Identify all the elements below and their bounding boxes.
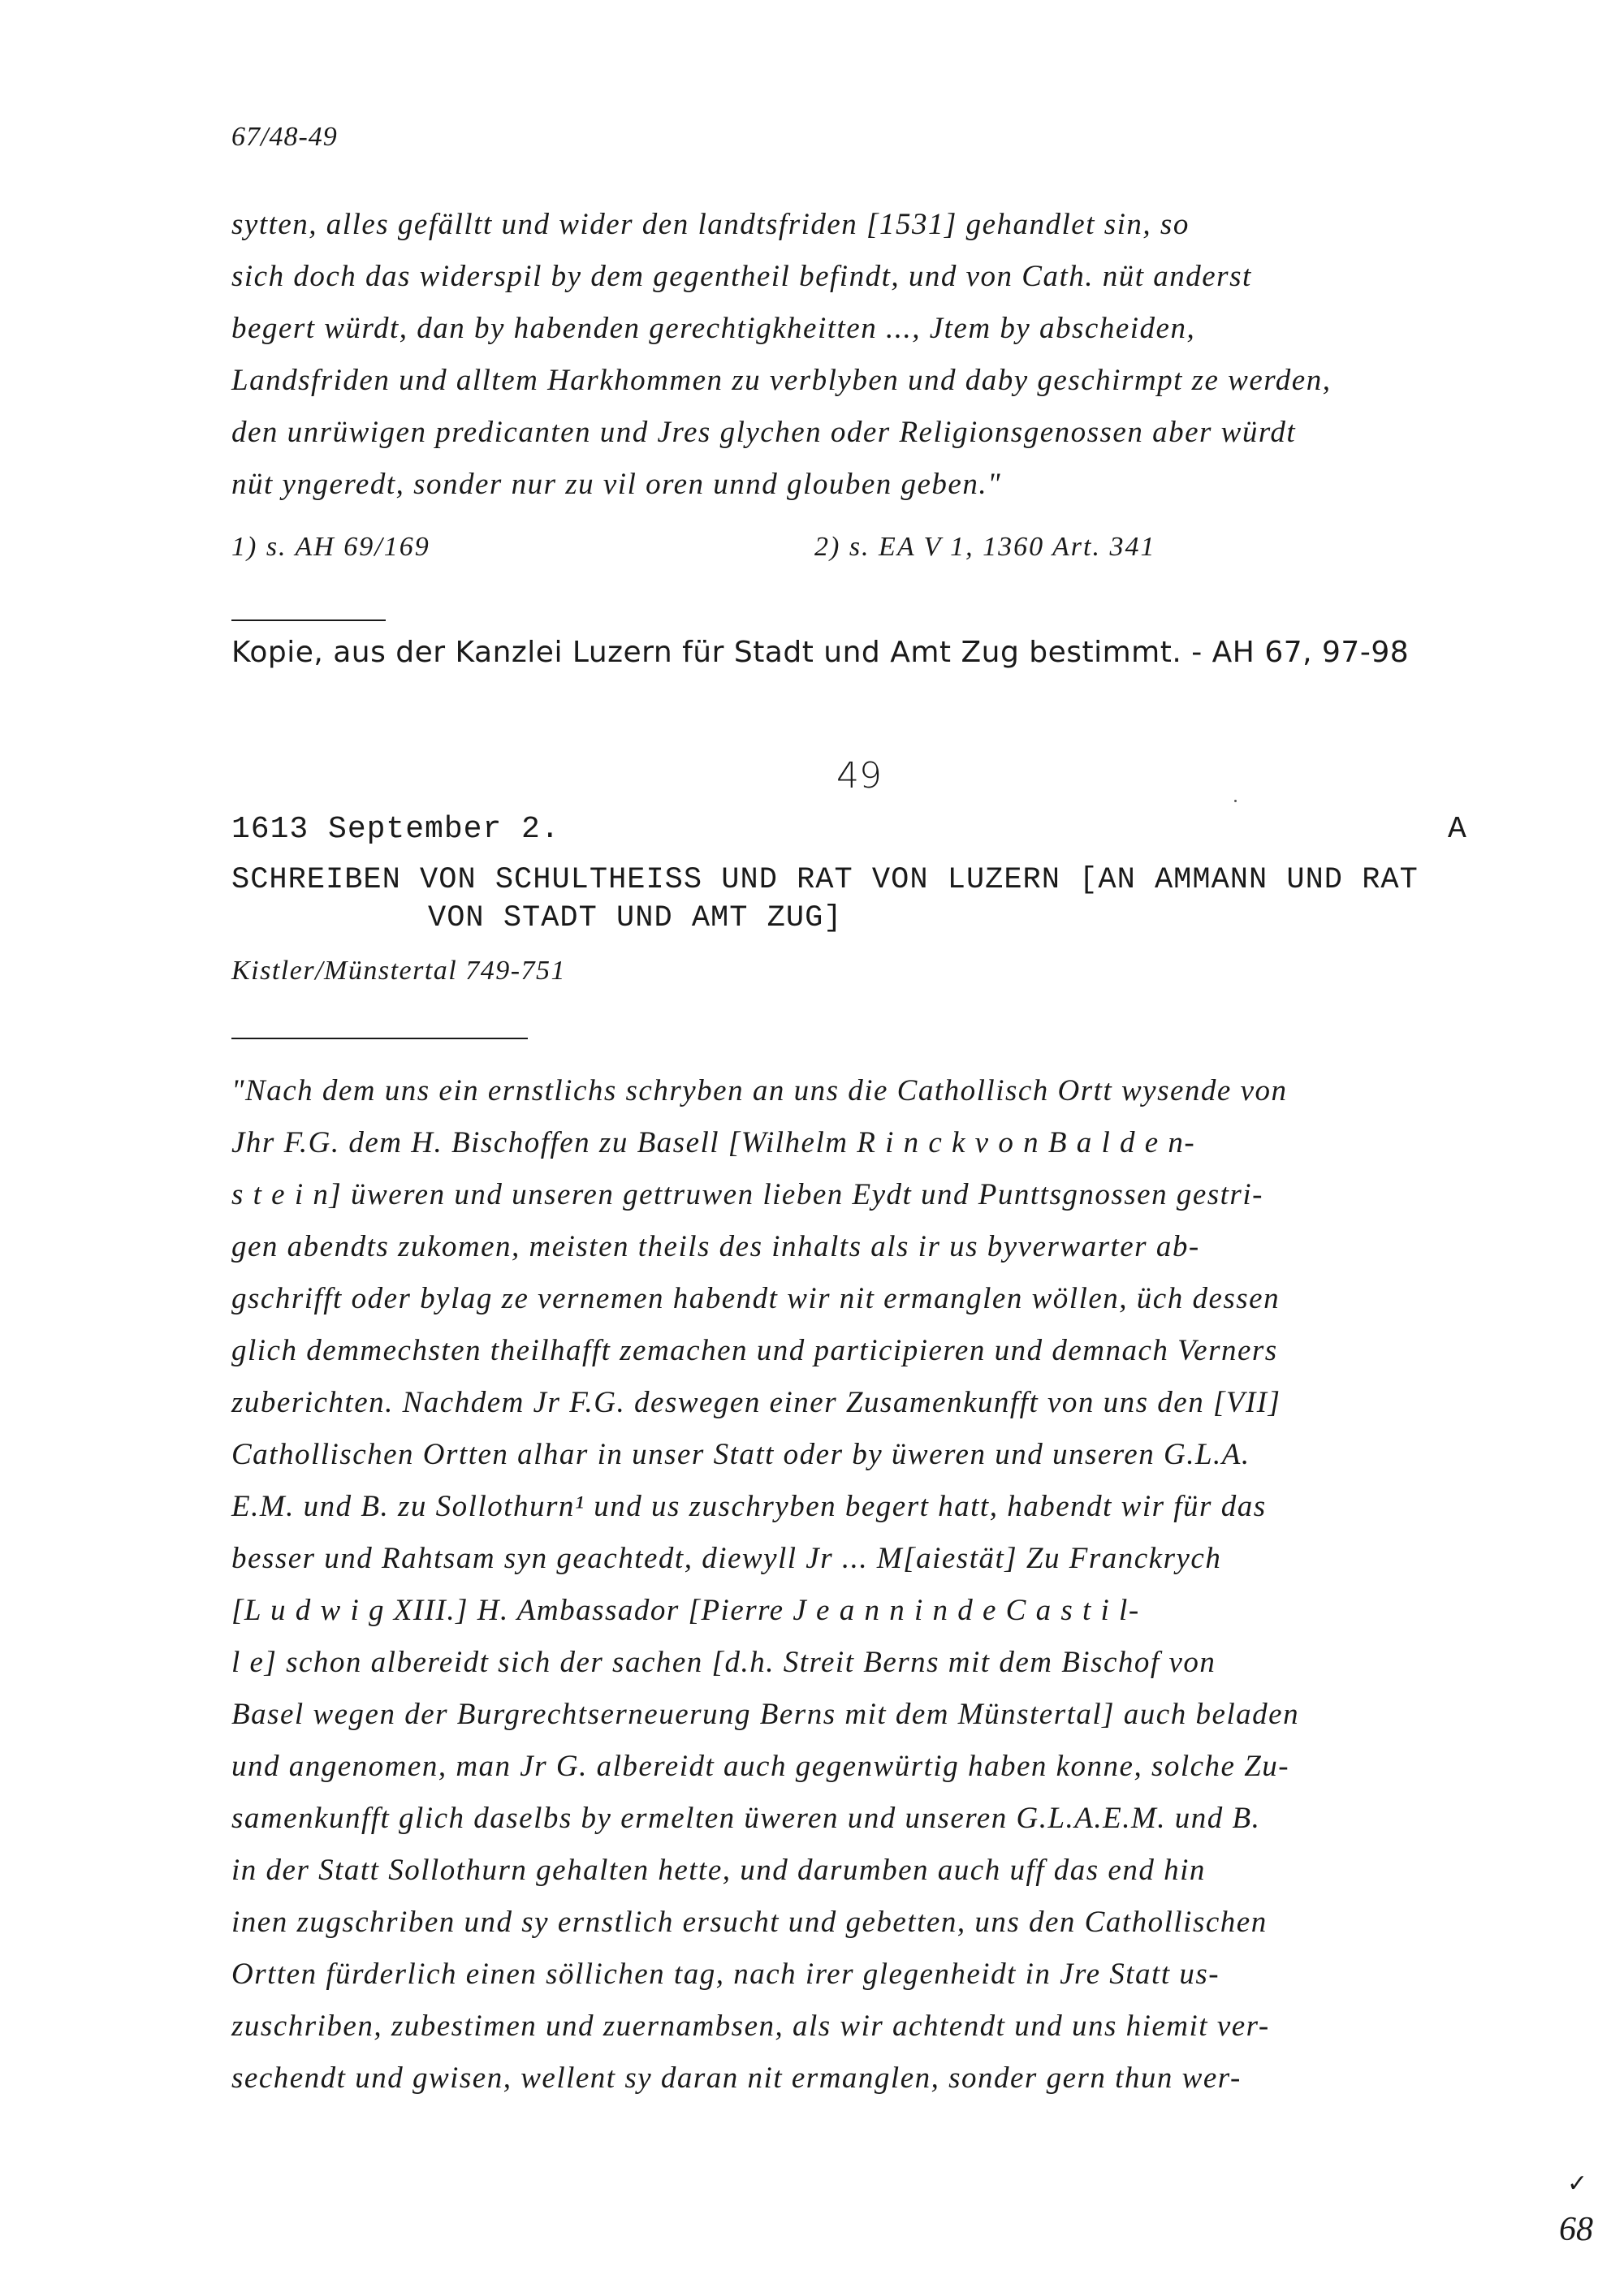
text-line: sytten, alles gefälltt und wider den landtsfriden [1531] gehandlet sin, so — [231, 208, 1190, 241]
text-line: [L u d w i g XIII.] H. Ambassador [Pierre J e a n n i n d e C a s t i l- — [231, 1594, 1140, 1627]
page-reference-header: 67/48-49 — [231, 122, 338, 152]
text-line: sich doch das widerspil by dem gegentheil befindt, und von Cath. nüt anderst — [231, 260, 1252, 293]
divider-rule — [231, 1038, 528, 1039]
text-line: samenkunfft glich daselbs by ermelten üweren und unseren G.L.A.E.M. und B. — [231, 1802, 1261, 1835]
text-line: glich demmechsten theilhafft zemachen und participieren und demnach Verners — [231, 1334, 1278, 1367]
text-line: gen abendts zukomen, meisten theils des inhalts als ir us byverwarter ab- — [231, 1230, 1200, 1263]
document-number: 49 — [836, 755, 882, 796]
text-line: l e] schon albereidt sich der sachen [d.h. Streit Berns mit dem Bischof von — [231, 1646, 1216, 1679]
paragraph-continuation — [231, 199, 1498, 511]
document-letter-marker: A — [1448, 812, 1466, 847]
text-line: inen zugschriben und sy ernstlich ersucht und gebetten, uns den Cathollischen — [231, 1906, 1268, 1939]
footnote-1: 1) s. AH 69/169 — [231, 532, 430, 562]
text-line: s t e i n] üweren und unseren gettruwen lieben Eydt und Punttsgnossen gestri- — [231, 1178, 1263, 1211]
footnote-2: 2) s. EA V 1, 1360 Art. 341 — [814, 532, 1156, 562]
text-line: Cathollischen Ortten alhar in unser Statt oder by üweren und unseren G.L.A. — [231, 1438, 1250, 1471]
text-line: zuberichten. Nachdem Jr F.G. deswegen einer Zusamenkunfft von uns den [VII] — [231, 1386, 1281, 1419]
letter-body — [231, 1065, 1502, 2104]
source-note: Kopie, aus der Kanzlei Luzern für Stadt und Amt Zug bestimmt. - AH 67, 97-98 — [231, 636, 1410, 669]
text-line: Basel wegen der Burgrechtserneuerung Berns mit dem Münstertal] auch beladen — [231, 1698, 1300, 1731]
text-line: und angenomen, man Jr G. albereidt auch gegenwürtig haben konne, solche Zu- — [231, 1750, 1290, 1783]
text-line: besser und Rahtsam syn geachtedt, diewyll Jr ... M[aiestät] Zu Franckrych — [231, 1542, 1222, 1575]
text-line: sechendt und gwisen, wellent sy daran nit ermanglen, sonder gern thun wer- — [231, 2061, 1242, 2095]
text-line: "Nach dem uns ein ernstlichs schryben an uns die Cathollisch Ortt wysende von — [231, 1074, 1288, 1107]
text-line: in der Statt Sollothurn gehalten hette, und darumben auch uff das end hin — [231, 1854, 1206, 1887]
document-title-line-2: VON STADT UND AMT ZUG] — [428, 901, 843, 935]
text-line: Jhr F.G. dem H. Bischoffen zu Basell [Wilhelm R i n c k v o n B a l d e n- — [231, 1126, 1196, 1159]
text-line: E.M. und B. zu Sollothurn¹ und us zuschryben begert hatt, habendt wir für das — [231, 1490, 1267, 1523]
paper-speck — [1234, 800, 1237, 802]
archival-reference: Kistler/Münstertal 749-751 — [231, 956, 567, 986]
document-title-line-1: SCHREIBEN VON SCHULTHEISS UND RAT VON LUZERN [AN AMMANN UND RAT — [231, 863, 1419, 897]
handwritten-check-mark: ✓ — [1567, 2169, 1588, 2198]
text-line: Ortten fürderlich einen söllichen tag, nach irer glegenheidt in Jre Statt us- — [231, 1958, 1220, 1991]
document-date: 1613 September 2. — [231, 812, 560, 847]
text-line: nüt yngeredt, sonder nur zu vil oren unnd glouben geben." — [231, 468, 1002, 501]
text-line: zuschriben, zubestimen und zuernambsen, als wir achtendt und uns hiemit ver- — [231, 2010, 1270, 2043]
text-line: begert würdt, dan by habenden gerechtigkheitten ..., Jtem by abscheiden, — [231, 312, 1196, 345]
text-line: gschrifft oder bylag ze vernemen habendt wir nit ermanglen wöllen, üch dessen — [231, 1282, 1281, 1315]
handwritten-folio-number: 68 — [1559, 2211, 1593, 2248]
text-line: Landsfriden und alltem Harkhommen zu verblyben und daby geschirmpt ze werden, — [231, 364, 1332, 397]
divider-rule — [231, 619, 386, 621]
text-line: den unrüwigen predicanten und Jres glychen oder Religionsgenossen aber würdt — [231, 416, 1297, 449]
